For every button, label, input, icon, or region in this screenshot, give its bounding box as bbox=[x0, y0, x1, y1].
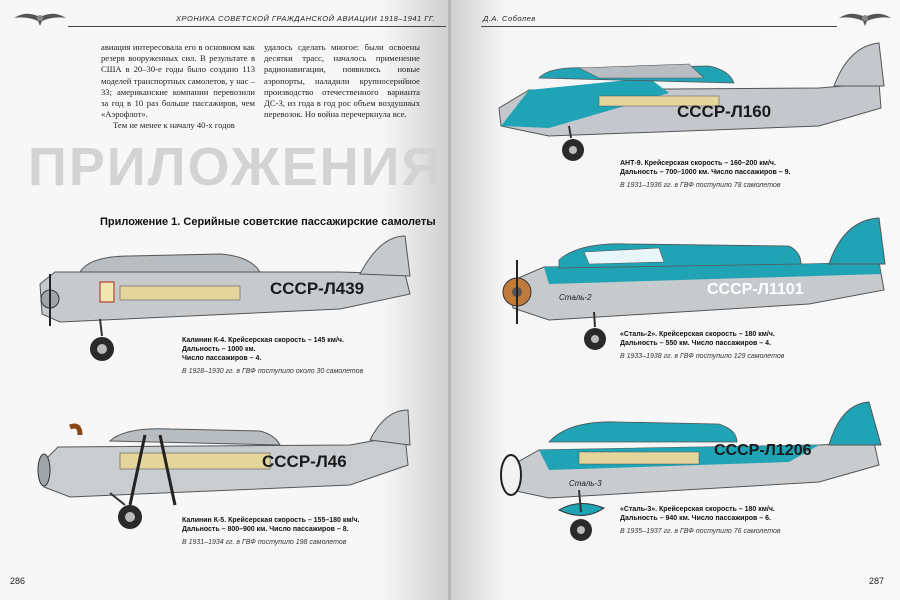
caption-line: Число пассажиров – 4. bbox=[182, 355, 262, 362]
paragraph: удалось сделать многое: были освоены десятки трасс, началось применение радионавигации, появились новые аэропорты, наладили крупносерийное производство отечественного варианта ДС-3, из года в год рос объем воздушных перевозок. Но война перечеркнула все. bbox=[264, 42, 420, 120]
caption-line: Дальность – 940 км. Число пассажиров – 6. bbox=[620, 515, 771, 522]
aircraft-caption bbox=[182, 516, 412, 547]
running-header: Д.А. Соболев bbox=[483, 14, 536, 23]
caption-line: Калинин К-4. Крейсерская скорость – 145 км/ч. bbox=[182, 337, 344, 344]
caption-note: В 1933–1938 гг. в ГВФ поступило 129 самолетов bbox=[620, 353, 785, 360]
aircraft-caption bbox=[620, 505, 850, 536]
caption-line: Калинин К-5. Крейсерская скорость – 155–180 км/ч. bbox=[182, 517, 360, 524]
running-header: ХРОНИКА СОВЕТСКОЙ ГРАЖДАНСКОЙ АВИАЦИИ 1918–1941 ГГ. bbox=[176, 14, 436, 23]
caption-line: «Сталь-3». Крейсерская скорость – 180 км/ч. bbox=[620, 506, 775, 513]
caption-note: В 1931–1936 гг. в ГВФ поступило 78 самолетов bbox=[620, 182, 781, 189]
header-rule bbox=[481, 26, 837, 27]
paragraph: авиация интересовала его в основном как резерв вооруженных сил. В результате в США в 20–30-е годы было создано 113 моделей транспортных самолетов, у нас – 33; американские компании перевозили за год в 10 раз больше пассажиров, чем «Аэрофлот». bbox=[101, 42, 255, 120]
left-page bbox=[0, 0, 449, 600]
section-big-title: ПРИЛОЖЕНИЯ bbox=[28, 137, 443, 197]
aircraft-caption bbox=[182, 336, 402, 376]
appendix-title: Приложение 1. Серийные советские пассажирские самолеты bbox=[100, 216, 436, 228]
caption-line: Дальность – 550 км. Число пассажиров – 4. bbox=[620, 340, 771, 347]
aircraft-caption bbox=[620, 159, 850, 190]
aircraft-caption bbox=[620, 330, 850, 361]
aeroflot-emblem-icon bbox=[12, 8, 68, 30]
caption-line: АНТ-9. Крейсерская скорость – 160–200 км/ч. bbox=[620, 160, 776, 167]
nose-script: Сталь-3 bbox=[569, 479, 602, 488]
aeroflot-emblem-icon bbox=[837, 8, 893, 30]
caption-line: Дальность – 800–900 км. Число пассажиров – 8. bbox=[182, 526, 349, 533]
aircraft-illustration-ant9 bbox=[489, 38, 889, 168]
right-page bbox=[451, 0, 900, 600]
text-column-2 bbox=[264, 42, 420, 120]
caption-note: В 1931–1934 гг. в ГВФ поступило 198 самолетов bbox=[182, 539, 347, 546]
caption-note: В 1928–1930 гг. в ГВФ поступило около 30 самолетов bbox=[182, 368, 364, 375]
nose-script: Сталь-2 bbox=[559, 293, 592, 302]
text-column-1 bbox=[101, 42, 255, 132]
page-number: 286 bbox=[10, 576, 26, 586]
caption-line: Дальность – 1000 км. bbox=[182, 346, 256, 353]
registration-mark: СССР-Л439 bbox=[270, 279, 365, 298]
page-number: 287 bbox=[869, 576, 885, 586]
caption-line: «Сталь-2». Крейсерская скорость – 180 км/ч. bbox=[620, 331, 775, 338]
caption-note: В 1935–1937 гг. в ГВФ поступило 76 самолетов bbox=[620, 528, 781, 535]
registration-mark: СССР-Л1101 bbox=[707, 281, 804, 298]
paragraph: Тем не менее к началу 40-х годов bbox=[113, 120, 235, 131]
registration-mark: СССР-Л46 bbox=[262, 452, 347, 471]
caption-line: Дальность – 700–1000 км. Число пассажиров – 9. bbox=[620, 169, 791, 176]
registration-mark: СССР-Л1206 bbox=[714, 442, 812, 459]
registration-mark: СССР-Л160 bbox=[677, 102, 772, 121]
header-rule bbox=[68, 26, 446, 27]
